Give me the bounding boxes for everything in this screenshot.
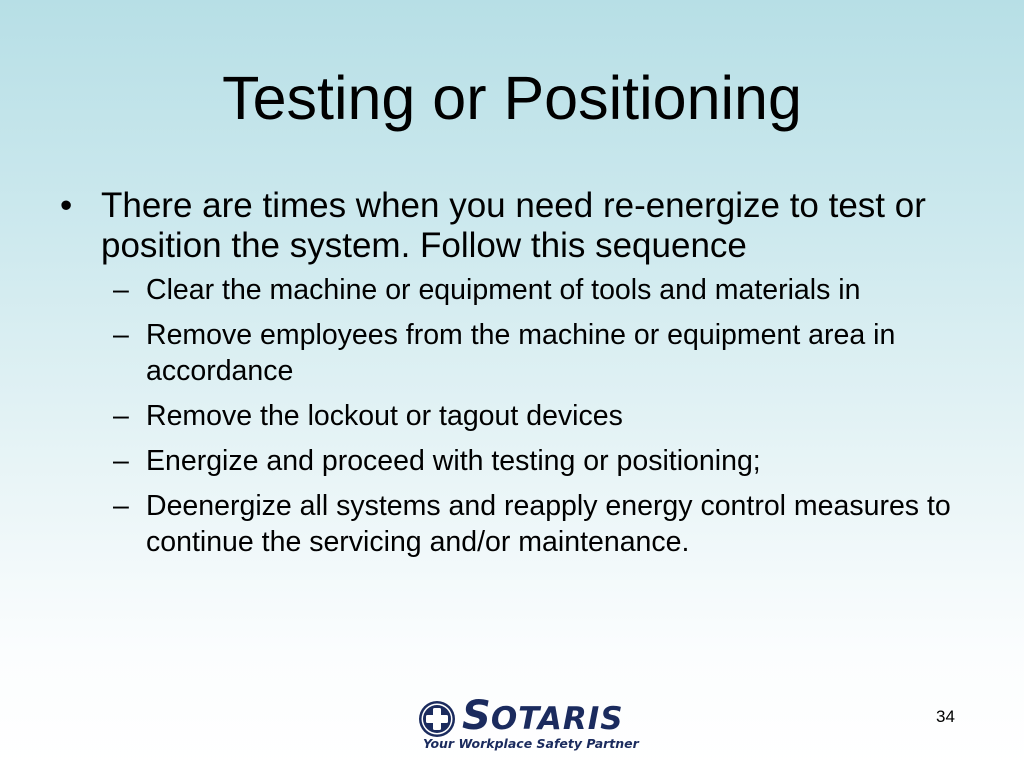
logo-initial: S — [462, 693, 491, 739]
page-number: 34 — [936, 707, 955, 726]
bullet-text: There are times when you need re-energize to test or position the system. Follow this sequence — [101, 186, 926, 265]
sub-bullet-item — [56, 317, 986, 389]
sotaris-logo — [418, 693, 658, 756]
sub-bullet-item — [56, 443, 986, 479]
sub-bullet-marker: – — [113, 319, 129, 351]
logo-tagline: Your Workplace Safety Partner — [423, 736, 639, 751]
slide-body — [56, 186, 986, 569]
bullet-item — [56, 186, 986, 266]
sub-bullet-marker: – — [113, 445, 129, 477]
sub-bullet-marker: – — [113, 274, 129, 306]
slide-title: Testing or Positioning — [222, 64, 802, 132]
sub-bullet-list — [56, 272, 986, 560]
medical-cross-icon — [418, 700, 456, 738]
sub-bullet-text: Energize and proceed with testing or positioning; — [146, 445, 761, 477]
logo-name: OTARIS — [490, 701, 624, 737]
sub-bullet-item — [56, 272, 986, 308]
sub-bullet-text: Clear the machine or equipment of tools and materials in — [146, 274, 861, 306]
sub-bullet-marker: – — [113, 490, 129, 522]
sub-bullet-item — [56, 488, 986, 560]
sub-bullet-text: Deenergize all systems and reapply energy control measures to continue the servicing and/or maintenance. — [146, 490, 951, 558]
bullet-marker: • — [60, 186, 73, 225]
sub-bullet-text: Remove employees from the machine or equipment area in accordance — [146, 319, 896, 387]
sub-bullet-marker: – — [113, 400, 129, 432]
sub-bullet-item — [56, 398, 986, 434]
sub-bullet-text: Remove the lockout or tagout devices — [146, 400, 623, 432]
